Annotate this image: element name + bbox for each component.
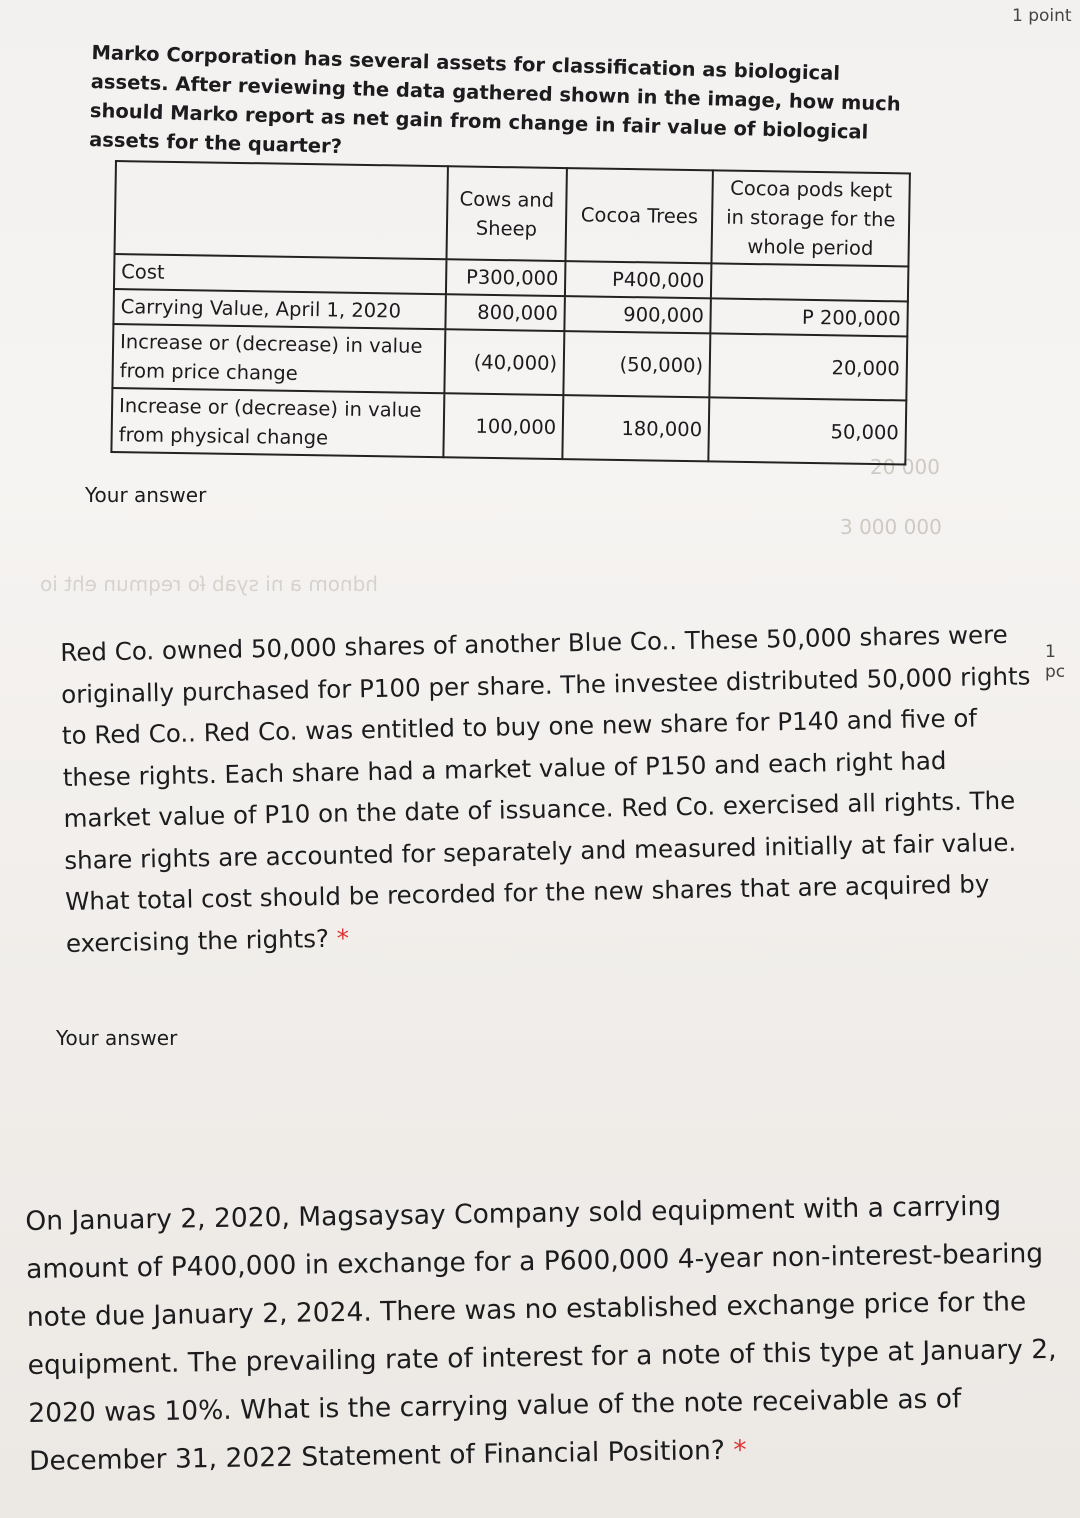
- table-cell: P300,000: [446, 259, 566, 296]
- answer-input-1[interactable]: Your answer: [85, 483, 207, 507]
- table-cell: 50,000: [709, 397, 907, 464]
- table-cell: 900,000: [565, 296, 712, 333]
- table-header-cows-sheep: Cows and Sheep: [446, 166, 567, 261]
- points-label: 1 pc: [1045, 642, 1066, 682]
- bleed-through-number: 20 000: [870, 455, 940, 479]
- table-header-cocoa-pods: Cocoa pods kept in storage for the whole period: [712, 170, 910, 266]
- required-marker: *: [336, 923, 350, 953]
- required-marker: *: [733, 1434, 747, 1466]
- answer-input-2[interactable]: Your answer: [56, 1026, 178, 1050]
- table-cell: P400,000: [565, 261, 712, 298]
- points-label: 1 point: [1012, 6, 1072, 26]
- table-cell: 800,000: [445, 294, 565, 331]
- table-row-label: Increase or (decrease) in value from price change: [112, 324, 445, 393]
- table-cell: (40,000): [444, 329, 565, 395]
- table-cell: 180,000: [563, 395, 710, 461]
- table-row-label: Cost: [114, 254, 446, 294]
- table-header-cocoa-trees: Cocoa Trees: [566, 168, 713, 263]
- question-3-text: [25, 1182, 1069, 1486]
- table-row-label: Carrying Value, April 1, 2020: [113, 289, 445, 329]
- table-header-blank: [115, 161, 448, 259]
- question-2-text: [60, 613, 1036, 964]
- table-cell: [711, 263, 908, 301]
- table-cell: (50,000): [564, 331, 711, 397]
- bleed-through-text: ᴏᴉ ʇɥǝ unɯbǝɹ oɟ qɐʎs ᴉu ɐ ɯoupɥ: [40, 575, 378, 599]
- biological-assets-table: [110, 160, 915, 466]
- table-cell: 100,000: [443, 393, 564, 459]
- bleed-through-number: 3 000 000: [840, 515, 942, 539]
- table-cell: 20,000: [710, 333, 908, 400]
- table-row-label: Increase or (decrease) in value from physical change: [111, 388, 444, 457]
- question-1-text: Marko Corporation has several assets for classification as biological assets. After reviewing the data gathered shown in the image, how much should Marko report as net gain from change in fair value of biological assets for the quarter?: [88, 40, 901, 159]
- question-2-body: Red Co. owned 50,000 shares of another Blue Co.. These 50,000 shares were originally purchased for P100 per share. The investee distributed 50,000 rights to Red Co.. Red Co. was entitled to buy one new share for P140 and five of these rights. Each share had a market value of P150 and each right had market value of P10 on the date of issuance. Red Co. exercised all rights. The share rights are accounted for separately and measured initially at fair value. What total cost should be recorded for the new shares that are acquired by exercising the rights?: [60, 619, 1031, 958]
- question-3-body: On January 2, 2020, Magsaysay Company sold equipment with a carrying amount of P400,000 in exchange for a P600,000 4-year non-interest-bearing note due January 2, 2024. There was no established exchange price for the equipment. The prevailing rate of interest for a note of this type at January 2, 2020 was 10%. What is the carrying value of the note receivable as of December 31, 2022 Statement of Financial Position?: [25, 1190, 1057, 1477]
- table-cell: P 200,000: [711, 298, 908, 336]
